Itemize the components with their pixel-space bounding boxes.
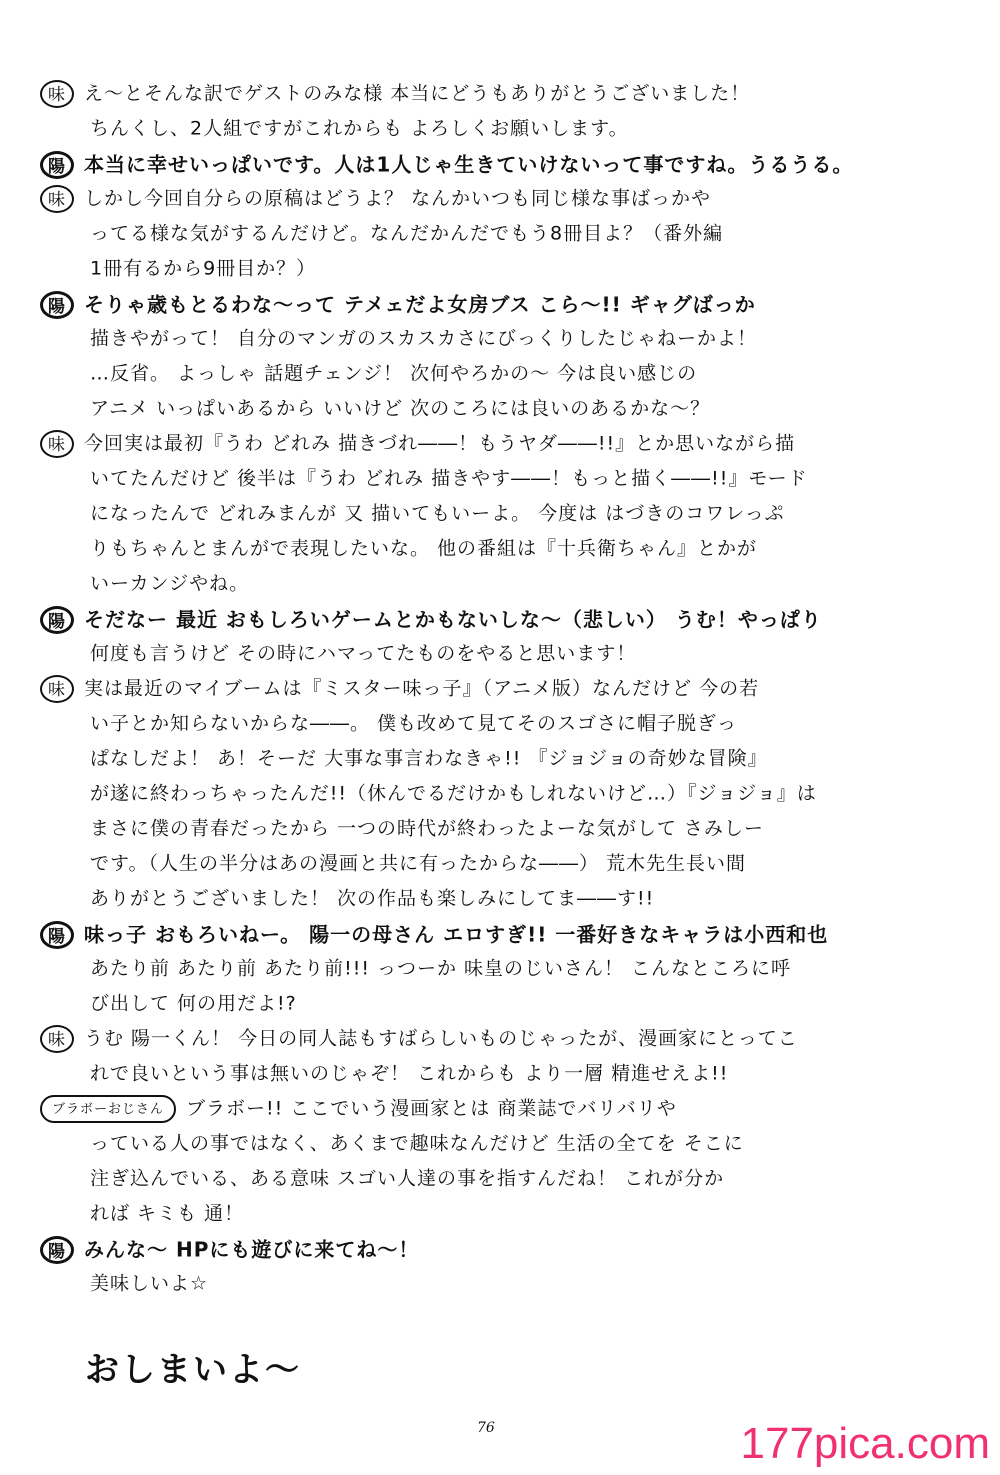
dialogue-line	[40, 1023, 970, 1053]
speaker-marker-you: 陽	[40, 921, 74, 949]
dialogue-text: いてたんだけど 後半は『うわ どれみ 描きやす――！もっと描く――!!』モード	[90, 467, 808, 490]
dialogue-line	[40, 218, 970, 248]
dialogue-line	[40, 743, 970, 773]
dialogue-line	[40, 673, 970, 703]
dialogue-text: りもちゃんとまんがで表現したいな。 他の番組は『十兵衛ちゃん』とかが	[90, 537, 758, 560]
dialogue-text: しかし今回自分らの原稿はどうよ？ なんかいつも同じ様な事ばっかや	[84, 187, 712, 210]
speaker-marker-aji: 味	[40, 430, 74, 458]
dialogue-text: び出して 何の用だよ!?	[90, 992, 297, 1015]
site-watermark[interactable]: 177pica.com	[740, 1419, 990, 1468]
dialogue-text: うむ 陽一くん！ 今日の同人誌もすばらしいものじゃったが、漫画家にとってこ	[84, 1027, 798, 1050]
dialogue-line	[40, 498, 970, 528]
dialogue-line	[40, 393, 970, 423]
dialogue-line	[40, 848, 970, 878]
afterword-text-block	[40, 78, 970, 1303]
dialogue-line	[40, 358, 970, 388]
speaker-marker-aji: 味	[40, 1025, 74, 1053]
dialogue-text: になったんで どれみまんが 又 描いてもいーよ。 今度は はづきのコワレっぷ	[90, 502, 785, 525]
dialogue-text: ありがとうございました！ 次の作品も楽しみにしてま――す!!	[90, 887, 655, 910]
dialogue-line	[40, 813, 970, 843]
dialogue-line	[40, 533, 970, 563]
dialogue-text: 注ぎ込んでいる、ある意味 スゴい人達の事を指すんだね！ これが分か	[90, 1167, 725, 1190]
dialogue-text: そだなー 最近 おもしろいゲームとかもないしな〜（悲しい） うむ！やっぱり	[84, 607, 822, 632]
dialogue-text: 描きやがって！ 自分のマンガのスカスカさにびっくりしたじゃねーかよ！	[90, 327, 758, 350]
dialogue-text: …反省。 よっしゃ 話題チェンジ！ 次何やろかの〜 今は良い感じの	[90, 362, 698, 385]
dialogue-line	[40, 953, 970, 983]
dialogue-text: アニメ いっぱいあるから いいけど 次のころには良いのあるかな〜？	[90, 397, 711, 420]
dialogue-text: っている人の事ではなく、あくまで趣味なんだけど 生活の全てを そこに	[90, 1132, 744, 1155]
dialogue-line	[40, 463, 970, 493]
speaker-marker-you: 陽	[40, 606, 74, 634]
dialogue-line	[40, 323, 970, 353]
dialogue-text: 今回実は最初『うわ どれみ 描きづれ――！もうヤダ――!!』とか思いながら描	[84, 432, 796, 455]
dialogue-line	[40, 183, 970, 213]
speaker-marker-aji: 味	[40, 185, 74, 213]
speaker-marker-you: 陽	[40, 291, 74, 319]
dialogue-line	[40, 1128, 970, 1158]
dialogue-line	[40, 148, 970, 178]
dialogue-line	[40, 918, 970, 948]
dialogue-line	[40, 1198, 970, 1228]
dialogue-text: あたり前 あたり前 あたり前!!! っつーか 味皇のじいさん！ こんなところに呼	[90, 957, 792, 980]
dialogue-text: れば キミも 通！	[90, 1202, 245, 1225]
closing-text: おしまいよ〜	[85, 1350, 301, 1390]
dialogue-line	[40, 603, 970, 633]
dialogue-text: 何度も言うけど その時にハマってたものをやると思います！	[90, 642, 637, 665]
dialogue-line	[40, 883, 970, 913]
dialogue-text: ってる様な気がするんだけど。なんだかんだでもう8冊目よ？（番外編	[90, 222, 724, 245]
dialogue-text: 1冊有るから9冊目か？）	[90, 257, 317, 280]
dialogue-line	[40, 78, 970, 108]
dialogue-text: ぱなしだよ！ あ！そーだ 大事な事言わなきゃ!! 『ジョジョの奇妙な冒険』	[90, 747, 768, 770]
speaker-marker-aji: 味	[40, 675, 74, 703]
dialogue-text: 美味しいよ☆	[90, 1272, 209, 1295]
dialogue-text: が遂に終わっちゃったんだ!!（休んでるだけかもしれないけど…）『ジョジョ』は	[90, 782, 817, 805]
dialogue-text: 本当に幸せいっぱいです。人は1人じゃ生きていけないって事ですね。うるうる。	[84, 152, 854, 177]
dialogue-text: れで良いという事は無いのじゃぞ！ これからも より一層 精進せえよ!!	[90, 1062, 729, 1085]
dialogue-text: 実は最近のマイブームは『ミスター味っ子』（アニメ版）なんだけど 今の若	[84, 677, 760, 700]
dialogue-text: です。（人生の半分はあの漫画と共に有ったからな――） 荒木先生長い間	[90, 852, 747, 875]
speaker-marker-you: 陽	[40, 151, 74, 179]
speaker-marker-aji: 味	[40, 80, 74, 108]
dialogue-line	[40, 708, 970, 738]
dialogue-line	[40, 428, 970, 458]
dialogue-text: い子とか知らないからな――。 僕も改めて見てそのスゴさに帽子脱ぎっ	[90, 712, 738, 735]
dialogue-line	[40, 1268, 970, 1298]
dialogue-text: いーカンジやね。	[90, 572, 250, 595]
dialogue-line	[40, 988, 970, 1018]
dialogue-text: ブラボー!! ここでいう漫画家とは 商業誌でバリバリや	[186, 1097, 677, 1120]
page-number: 76	[477, 1420, 495, 1436]
speaker-marker-bravo: ブラボーおじさん	[40, 1095, 176, 1123]
dialogue-line	[40, 1058, 970, 1088]
dialogue-text: みんな〜 HPにも遊びに来てね〜！	[84, 1237, 420, 1262]
dialogue-line	[40, 1163, 970, 1193]
dialogue-text: え〜とそんな訳でゲストのみな様 本当にどうもありがとうございました！	[84, 82, 751, 105]
dialogue-line	[40, 288, 970, 318]
dialogue-text: まさに僕の青春だったから 一つの時代が終わったよーな気がして さみしー	[90, 817, 764, 840]
dialogue-text: そりゃ歳もとるわな〜って テメェだよ女房ブス こら〜!! ギャグばっか	[84, 292, 756, 317]
dialogue-text: 味っ子 おもろいねー。 陽一の母さん エロすぎ!! 一番好きなキャラは小西和也	[84, 922, 829, 947]
speaker-marker-you: 陽	[40, 1236, 74, 1264]
dialogue-text: ちんくし、2人組ですがこれからも よろしくお願いします。	[90, 117, 629, 140]
dialogue-line	[40, 778, 970, 808]
dialogue-line	[40, 113, 970, 143]
dialogue-line	[40, 253, 970, 283]
dialogue-line	[40, 568, 970, 598]
dialogue-line	[40, 1233, 970, 1263]
dialogue-line	[40, 638, 970, 668]
dialogue-line	[40, 1093, 970, 1123]
